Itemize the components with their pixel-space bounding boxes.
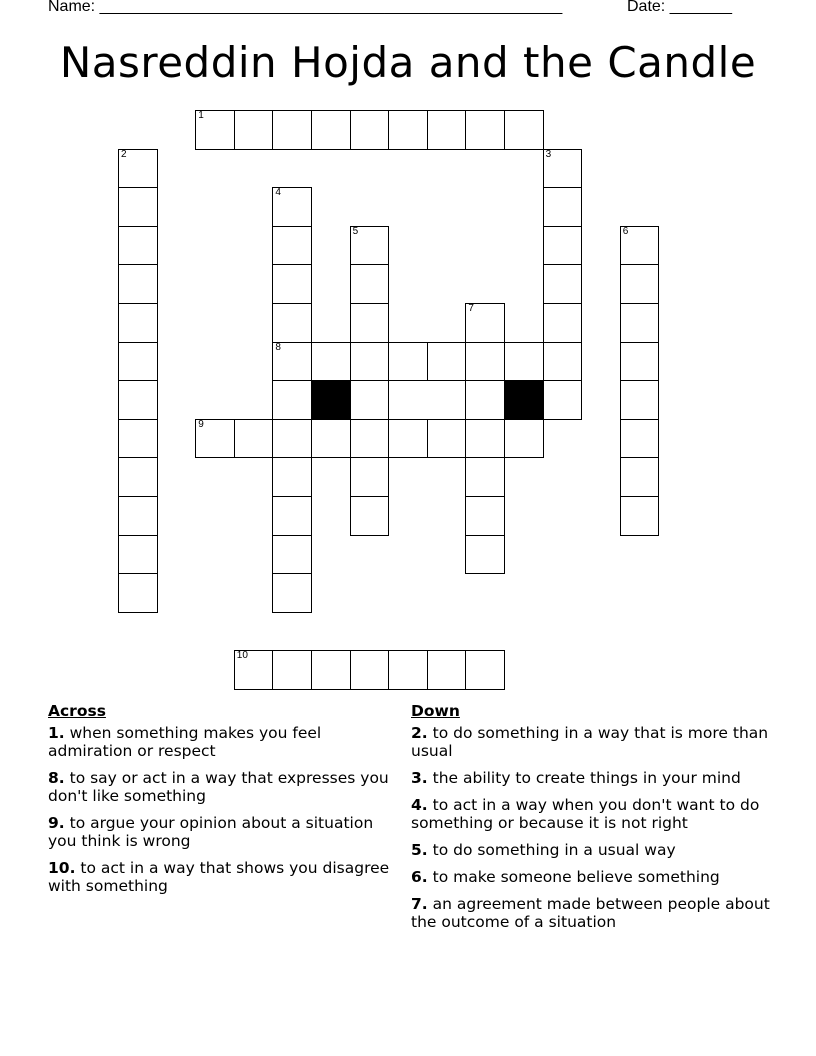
clue-number-label: 6 <box>622 225 629 237</box>
answer-cell[interactable] <box>272 380 312 420</box>
clue-number-label: 9 <box>198 418 204 430</box>
answer-cell[interactable] <box>311 419 351 459</box>
answer-cell[interactable] <box>543 342 583 382</box>
clue-number-label: 8 <box>275 341 281 353</box>
answer-cell[interactable] <box>427 419 467 459</box>
answer-cell[interactable] <box>350 226 390 266</box>
clue-across-1 <box>48 724 398 760</box>
down-heading: Down <box>411 702 460 720</box>
clue-across-8 <box>48 769 398 805</box>
answer-cell[interactable] <box>272 496 312 536</box>
clue-text: to act in a way when you don't want to do something or because it is not right <box>411 796 760 832</box>
clue-text: to do something in a way that is more than usual <box>411 724 769 760</box>
answer-cell[interactable] <box>350 264 390 304</box>
clue-across-10 <box>48 859 398 895</box>
answer-cell[interactable] <box>427 110 467 150</box>
clue-down-7 <box>411 895 781 931</box>
answer-cell[interactable] <box>620 380 660 420</box>
clue-number: 8. <box>48 769 65 787</box>
answer-cell[interactable] <box>543 187 583 227</box>
answer-cell[interactable] <box>350 496 390 536</box>
clue-text: to argue your opinion about a situation you think is wrong <box>48 814 374 850</box>
answer-cell[interactable] <box>504 342 544 382</box>
answer-cell[interactable] <box>465 303 505 343</box>
clue-text: an agreement made between people about the outcome of a situation <box>411 895 770 931</box>
answer-cell[interactable] <box>427 342 467 382</box>
answer-cell[interactable] <box>272 457 312 497</box>
answer-cell[interactable] <box>118 535 158 575</box>
answer-cell[interactable] <box>388 419 428 459</box>
clue-number-label: 1 <box>198 110 204 121</box>
answer-cell[interactable] <box>350 110 390 150</box>
answer-cell[interactable] <box>118 496 158 536</box>
clue-text: to say or act in a way that expresses you don't like something <box>48 769 389 805</box>
answer-cell[interactable] <box>620 226 660 266</box>
answer-cell[interactable] <box>465 650 505 690</box>
answer-cell[interactable] <box>272 110 312 150</box>
clue-down-6 <box>411 868 781 886</box>
clue-number-label: 2 <box>121 148 127 160</box>
clue-down-3 <box>411 769 781 787</box>
answer-cell[interactable] <box>620 419 660 459</box>
answer-cell[interactable] <box>118 573 158 613</box>
answer-cell[interactable] <box>118 187 158 227</box>
answer-cell[interactable] <box>234 419 274 459</box>
clue-text: when something makes you feel admiration or respect <box>48 724 322 760</box>
name-field-label: Name: ____________________________________________________ <box>48 0 563 15</box>
answer-cell[interactable] <box>465 380 505 420</box>
clue-number: 6. <box>411 868 428 886</box>
answer-cell[interactable] <box>350 457 390 497</box>
across-heading: Across <box>48 702 106 720</box>
clue-text: to do something in a usual way <box>427 841 676 859</box>
answer-cell[interactable] <box>350 419 390 459</box>
blocked-cell <box>504 380 544 420</box>
clue-down-2 <box>411 724 781 760</box>
clue-number-label: 10 <box>236 650 248 662</box>
answer-cell[interactable] <box>118 380 158 420</box>
clue-number: 3. <box>411 769 428 787</box>
answer-cell[interactable] <box>272 535 312 575</box>
clue-number: 5. <box>411 841 428 859</box>
answer-cell[interactable] <box>118 342 158 382</box>
answer-cell[interactable] <box>272 342 312 382</box>
answer-cell[interactable] <box>350 342 390 382</box>
answer-cell[interactable] <box>118 457 158 497</box>
answer-cell[interactable] <box>427 650 467 690</box>
answer-cell[interactable] <box>388 110 428 150</box>
answer-cell[interactable] <box>465 496 505 536</box>
clue-text: to make someone believe something <box>427 868 720 886</box>
clue-number: 10. <box>48 859 76 877</box>
answer-cell[interactable] <box>388 342 428 382</box>
date-field-label: Date: _______ <box>627 0 732 15</box>
answer-cell[interactable] <box>465 419 505 459</box>
answer-cell[interactable] <box>465 342 505 382</box>
answer-cell[interactable] <box>465 535 505 575</box>
answer-cell[interactable] <box>118 149 158 189</box>
answer-cell[interactable] <box>311 110 351 150</box>
answer-cell[interactable] <box>620 457 660 497</box>
answer-cell[interactable] <box>272 187 312 227</box>
clue-down-4 <box>411 796 781 832</box>
answer-cell[interactable] <box>311 342 351 382</box>
answer-cell[interactable] <box>504 110 544 150</box>
answer-cell[interactable] <box>234 110 274 150</box>
answer-cell[interactable] <box>620 496 660 536</box>
answer-cell[interactable] <box>195 110 235 150</box>
clue-down-5 <box>411 841 781 859</box>
puzzle-title: Nasreddin Hojda and the Candle <box>59 38 757 87</box>
answer-cell[interactable] <box>620 303 660 343</box>
blocked-cell <box>311 380 351 420</box>
clue-number: 9. <box>48 814 65 832</box>
clue-across-9 <box>48 814 398 850</box>
clue-number: 7. <box>411 895 428 913</box>
clue-number-label: 7 <box>468 303 474 314</box>
clue-number-label: 4 <box>275 187 281 199</box>
answer-cell[interactable] <box>543 380 583 420</box>
answer-cell[interactable] <box>543 303 583 343</box>
clue-number: 4. <box>411 796 428 814</box>
clue-number: 2. <box>411 724 428 742</box>
answer-cell[interactable] <box>272 303 312 343</box>
answer-cell[interactable] <box>272 226 312 266</box>
answer-cell[interactable] <box>118 303 158 343</box>
answer-cell[interactable] <box>272 419 312 459</box>
answer-cell[interactable] <box>350 650 390 690</box>
answer-cell[interactable] <box>118 264 158 304</box>
answer-cell[interactable] <box>388 650 428 690</box>
answer-cell[interactable] <box>543 264 583 304</box>
across-clues <box>48 702 398 904</box>
answer-cell[interactable] <box>118 226 158 266</box>
answer-cell[interactable] <box>504 419 544 459</box>
answer-cell[interactable] <box>465 110 505 150</box>
answer-cell[interactable] <box>350 380 390 420</box>
answer-cell[interactable] <box>272 650 312 690</box>
answer-cell[interactable] <box>195 419 235 459</box>
answer-cell[interactable] <box>350 303 390 343</box>
clue-number: 1. <box>48 724 65 742</box>
answer-cell[interactable] <box>620 342 660 382</box>
answer-cell[interactable] <box>118 419 158 459</box>
clue-number-label: 3 <box>545 148 552 160</box>
clue-number-label: 5 <box>352 225 359 237</box>
answer-cell[interactable] <box>543 226 583 266</box>
clue-text: the ability to create things in your mind <box>427 769 741 787</box>
answer-cell[interactable] <box>465 457 505 497</box>
answer-cell[interactable] <box>311 650 351 690</box>
answer-cell[interactable] <box>272 573 312 613</box>
answer-cell[interactable] <box>234 650 274 690</box>
clue-text: to act in a way that shows you disagree with something <box>48 859 390 895</box>
down-clues <box>411 702 781 940</box>
answer-cell[interactable] <box>272 264 312 304</box>
answer-cell[interactable] <box>620 264 660 304</box>
answer-cell[interactable] <box>543 149 583 189</box>
